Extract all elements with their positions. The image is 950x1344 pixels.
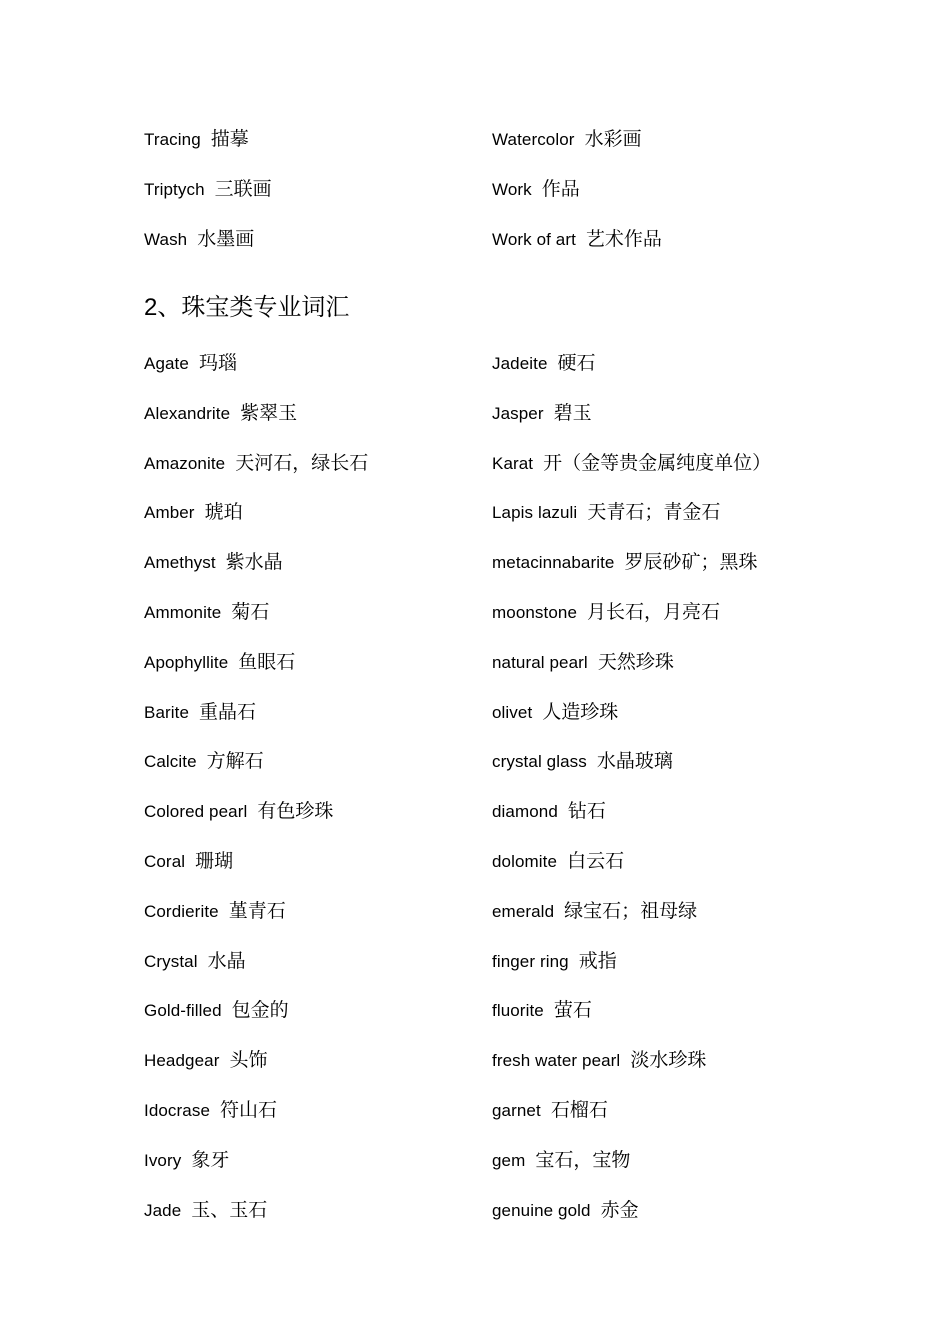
vocab-entry <box>144 648 492 698</box>
vocab-entry <box>492 175 844 225</box>
vocab-entry <box>492 1196 844 1246</box>
term-english: Alexandrite <box>144 403 231 423</box>
vocab-grid-jewelry <box>144 349 844 1245</box>
term-english: Gold-filled <box>144 1001 222 1021</box>
term-english: diamond <box>492 802 558 822</box>
vocab-entry <box>144 225 492 275</box>
term-chinese: 菊石 <box>231 601 270 623</box>
term-english: Barite <box>144 702 190 722</box>
term-english: fluorite <box>492 1001 544 1021</box>
term-chinese: 宝石，宝物 <box>535 1149 631 1171</box>
term-chinese: 艺术作品 <box>585 228 662 250</box>
term-english: metacinnabarite <box>492 553 615 573</box>
term-chinese: 白云石 <box>567 850 625 872</box>
term-english: Crystal <box>144 951 198 971</box>
term-chinese: 绿宝石；祖母绿 <box>564 900 698 922</box>
term-chinese: 紫水晶 <box>225 552 283 574</box>
term-english: crystal glass <box>492 752 587 772</box>
term-english: Idocrase <box>144 1100 211 1120</box>
term-english: Lapis lazuli <box>492 503 578 523</box>
term-english: Colored pearl <box>144 802 248 822</box>
vocab-entry <box>492 847 844 897</box>
term-chinese: 三联画 <box>214 178 272 200</box>
vocab-entry <box>144 175 492 225</box>
term-english: Amber <box>144 503 195 523</box>
vocab-entry <box>492 598 844 648</box>
term-chinese: 头饰 <box>229 1050 268 1072</box>
term-chinese: 鱼眼石 <box>238 651 296 673</box>
vocab-entry <box>492 797 844 847</box>
vocab-entry <box>492 125 844 175</box>
term-english: moonstone <box>492 602 578 622</box>
term-english: Work of art <box>492 229 576 249</box>
vocab-entry <box>144 399 492 449</box>
term-english: Jasper <box>492 403 544 423</box>
term-chinese: 石榴石 <box>550 1099 608 1121</box>
term-english: natural pearl <box>492 652 588 672</box>
term-chinese: 月长石，月亮石 <box>587 601 721 623</box>
term-chinese: 淡水珍珠 <box>630 1050 707 1072</box>
vocab-entry <box>144 1096 492 1146</box>
term-english: Amethyst <box>144 553 216 573</box>
term-english: Tracing <box>144 130 201 149</box>
term-english: fresh water pearl <box>492 1051 621 1071</box>
vocab-entry <box>492 1096 844 1146</box>
term-chinese: 人造珍珠 <box>542 701 619 723</box>
vocab-entry <box>144 797 492 847</box>
term-chinese: 天然珍珠 <box>597 651 674 673</box>
vocab-entry <box>144 747 492 797</box>
term-chinese: 玉、玉石 <box>191 1199 268 1221</box>
term-chinese: 重晶石 <box>199 701 257 723</box>
term-chinese: 有色珍珠 <box>257 801 334 823</box>
vocab-entry <box>492 947 844 997</box>
vocab-entry <box>492 349 844 399</box>
term-chinese: 水墨画 <box>197 228 255 250</box>
term-chinese: 天青石；青金石 <box>587 502 721 524</box>
vocab-entry <box>492 698 844 748</box>
term-english: genuine gold <box>492 1200 591 1220</box>
term-chinese: 水晶玻璃 <box>596 751 673 773</box>
term-chinese: 包金的 <box>231 1000 289 1022</box>
vocab-entry <box>492 1046 844 1096</box>
term-chinese: 紫翠玉 <box>240 402 298 424</box>
term-english: Agate <box>144 354 189 373</box>
term-chinese: 水彩画 <box>584 129 642 150</box>
term-english: gem <box>492 1150 526 1170</box>
term-chinese: 天河石，绿长石 <box>235 452 369 474</box>
vocab-entry <box>144 847 492 897</box>
term-english: Cordierite <box>144 901 219 921</box>
term-chinese: 罗辰砂矿；黑珠 <box>624 552 758 574</box>
vocab-entry <box>492 449 844 499</box>
term-chinese: 碧玉 <box>553 402 592 424</box>
vocab-entry <box>492 225 844 275</box>
term-english: Headgear <box>144 1051 220 1071</box>
term-english: Triptych <box>144 179 205 199</box>
term-english: finger ring <box>492 951 569 971</box>
term-chinese: 象牙 <box>191 1149 230 1171</box>
vocab-entry <box>144 1046 492 1096</box>
term-chinese: 堇青石 <box>228 900 286 922</box>
term-english: Apophyllite <box>144 652 229 672</box>
term-chinese: 作品 <box>541 178 580 200</box>
term-english: garnet <box>492 1100 541 1120</box>
vocab-entry <box>144 349 492 399</box>
vocab-entry <box>492 996 844 1046</box>
vocab-entry <box>144 598 492 648</box>
term-english: Amazonite <box>144 453 226 473</box>
vocab-entry <box>144 498 492 548</box>
term-english: Ammonite <box>144 602 222 622</box>
term-english: Ivory <box>144 1150 182 1170</box>
vocab-grid-top <box>144 125 844 274</box>
term-english: Coral <box>144 851 186 871</box>
term-english: olivet <box>492 702 533 722</box>
term-english: Wash <box>144 229 188 249</box>
term-chinese: 方解石 <box>206 751 264 773</box>
vocab-entry <box>144 1146 492 1196</box>
term-chinese: 开（金等贵金属纯度单位） <box>543 452 772 474</box>
vocab-entry <box>144 996 492 1046</box>
vocab-entry <box>492 399 844 449</box>
vocab-entry <box>492 548 844 598</box>
term-english: Calcite <box>144 752 197 772</box>
vocab-entry <box>144 449 492 499</box>
term-chinese: 琥珀 <box>204 502 243 524</box>
term-english: Watercolor <box>492 130 575 149</box>
term-chinese: 符山石 <box>220 1099 278 1121</box>
term-chinese: 戒指 <box>578 950 617 972</box>
vocab-entry <box>492 897 844 947</box>
vocab-entry <box>144 698 492 748</box>
term-english: dolomite <box>492 851 558 871</box>
vocab-entry <box>492 1146 844 1196</box>
term-english: Work <box>492 179 532 199</box>
vocab-entry <box>144 1196 492 1246</box>
term-chinese: 硬石 <box>557 353 596 374</box>
term-english: emerald <box>492 901 555 921</box>
vocab-entry <box>492 498 844 548</box>
vocab-entry <box>492 648 844 698</box>
vocab-entry <box>492 747 844 797</box>
vocab-entry <box>144 947 492 997</box>
term-chinese: 描摹 <box>210 129 249 150</box>
term-chinese: 钻石 <box>567 801 606 823</box>
term-chinese: 玛瑙 <box>198 353 237 374</box>
vocab-entry <box>144 897 492 947</box>
term-english: Jadeite <box>492 354 548 373</box>
term-chinese: 赤金 <box>600 1199 639 1221</box>
section-heading: 2、珠宝类专业词汇 <box>144 294 350 321</box>
term-chinese: 水晶 <box>207 950 246 972</box>
term-chinese: 珊瑚 <box>195 850 234 872</box>
vocab-entry <box>144 125 492 175</box>
term-english: Jade <box>144 1200 182 1220</box>
term-chinese: 萤石 <box>553 1000 592 1022</box>
vocab-entry <box>144 548 492 598</box>
term-english: Karat <box>492 453 534 473</box>
